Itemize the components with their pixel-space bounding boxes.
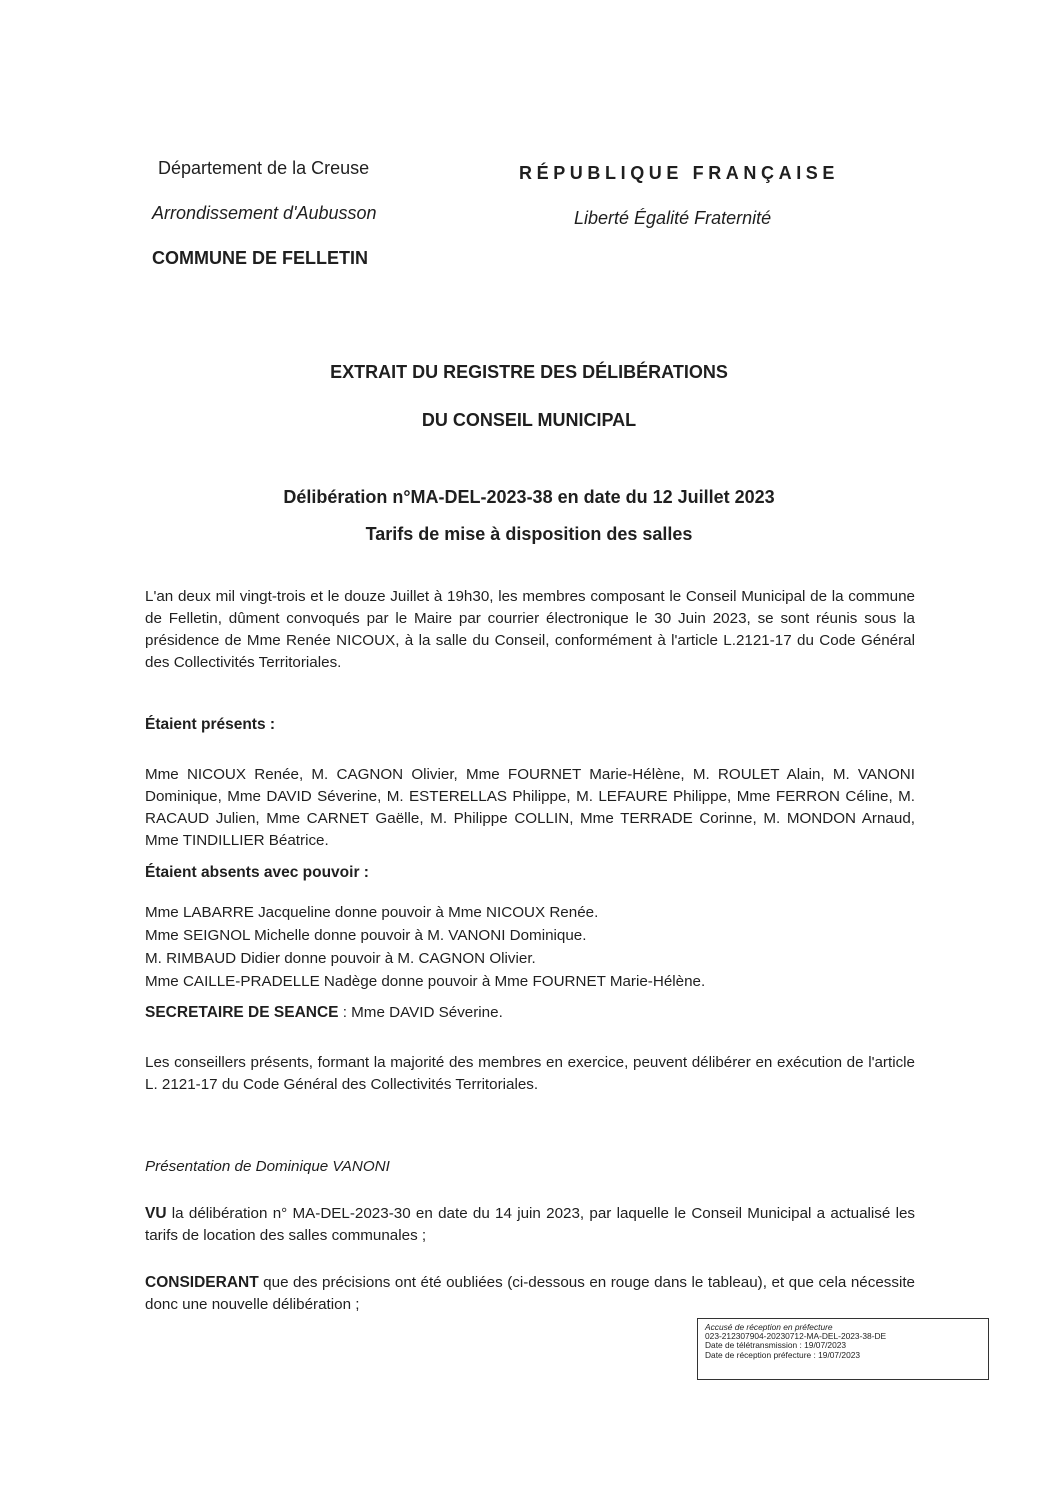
considerant-label: CONSIDERANT: [145, 1274, 259, 1291]
presents-text: Mme NICOUX Renée, M. CAGNON Olivier, Mme FOURNET Marie-Hélène, M. ROULET Alain, M. VANONI Dominique, Mme DAVID Séverine, M. ESTERELLAS Philippe, M. LEFAURE Philippe, Mme FERRON Céline, M. RACAUD Julien, Mme CARNET Gaëlle, M. Philippe COLLIN, Mme TERRADE Corinne, M. MONDON Arnaud, Mme TINDILLIER Béatrice.: [145, 766, 915, 849]
stamp-line: Accusé de réception en préfecture: [705, 1322, 833, 1332]
secretaire-de-seance: [145, 1004, 503, 1022]
departement: Département de la Creuse: [158, 158, 370, 178]
deliberation-number: Délibération n°MA-DEL-2023-38 en date du 12 Juillet 2023: [283, 487, 775, 507]
stamp-line: Date de réception préfecture : 19/07/2023: [705, 1349, 861, 1360]
absent-line: M. RIMBAUD Didier donne pouvoir à M. CAGNON Olivier.: [145, 950, 536, 967]
stamp-line: 023-212307904-20230712-MA-DEL-2023-38-DE: [705, 1331, 887, 1342]
absents-heading: Étaient absents avec pouvoir :: [145, 864, 369, 881]
intro-text: L'an deux mil vingt-trois et le douze Juillet à 19h30, les membres composant le Conseil Municipal de la commune de Felletin, dûment convoqués par le Maire par courrier électronique le 30 Juin 2023, se sont réunis sous la présidence de Mme Renée NICOUX, à la salle du Conseil, conformément à l'article L.2121-17 du Code Général des Collectivités Territoriales.: [145, 588, 915, 671]
title-line-2: DU CONSEIL MUNICIPAL: [421, 410, 637, 430]
absent-line: Mme CAILLE-PRADELLE Nadège donne pouvoir à Mme FOURNET Marie-Hélène.: [145, 973, 706, 990]
vu-label: VU: [145, 1205, 167, 1222]
secretaire-label: SECRETAIRE DE SEANCE: [145, 1004, 339, 1021]
commune: COMMUNE DE FELLETIN: [152, 248, 368, 268]
arrondissement: Arrondissement d'Aubusson: [152, 203, 377, 223]
considerant-text: [145, 1272, 915, 1316]
vu-text: [145, 1203, 915, 1247]
quorum-paragraph: [145, 1052, 915, 1096]
presentation: Présentation de Dominique VANONI: [145, 1158, 390, 1175]
absent-line: Mme SEIGNOL Michelle donne pouvoir à M. VANONI Dominique.: [145, 927, 587, 944]
presents-paragraph: [145, 764, 915, 852]
republique-francaise: RÉPUBLIQUE FRANÇAISE: [519, 163, 840, 183]
considerant-body: que des précisions ont été oubliées (ci-dessous en rouge dans le tableau), et que cela nécessite donc une nouvelle délibération ;: [145, 1274, 915, 1313]
presents-heading: Étaient présents :: [145, 716, 276, 733]
prefecture-receipt-stamp: [697, 1318, 989, 1380]
vu-body: la délibération n° MA-DEL-2023-30 en date du 14 juin 2023, par laquelle le Conseil Municipal a actualisé les tarifs de location des salles communales ;: [145, 1205, 915, 1244]
considerant-paragraph: [145, 1272, 915, 1316]
vu-paragraph: [145, 1203, 915, 1247]
absent-line: Mme LABARRE Jacqueline donne pouvoir à Mme NICOUX Renée.: [145, 904, 599, 921]
intro-paragraph: [145, 586, 915, 674]
secretaire-value: : Mme DAVID Séverine.: [338, 1004, 503, 1021]
stamp-line: Date de télétransmission : 19/07/2023: [705, 1340, 847, 1351]
quorum-text: Les conseillers présents, formant la majorité des membres en exercice, peuvent délibérer en exécution de l'article L. 2121-17 du Code Général des Collectivités Territoriales.: [145, 1054, 915, 1093]
devise: Liberté Égalité Fraternité: [574, 208, 772, 228]
deliberation-subject: Tarifs de mise à disposition des salles: [365, 524, 693, 544]
title-line-1: EXTRAIT DU REGISTRE DES DÉLIBÉRATIONS: [330, 362, 728, 382]
